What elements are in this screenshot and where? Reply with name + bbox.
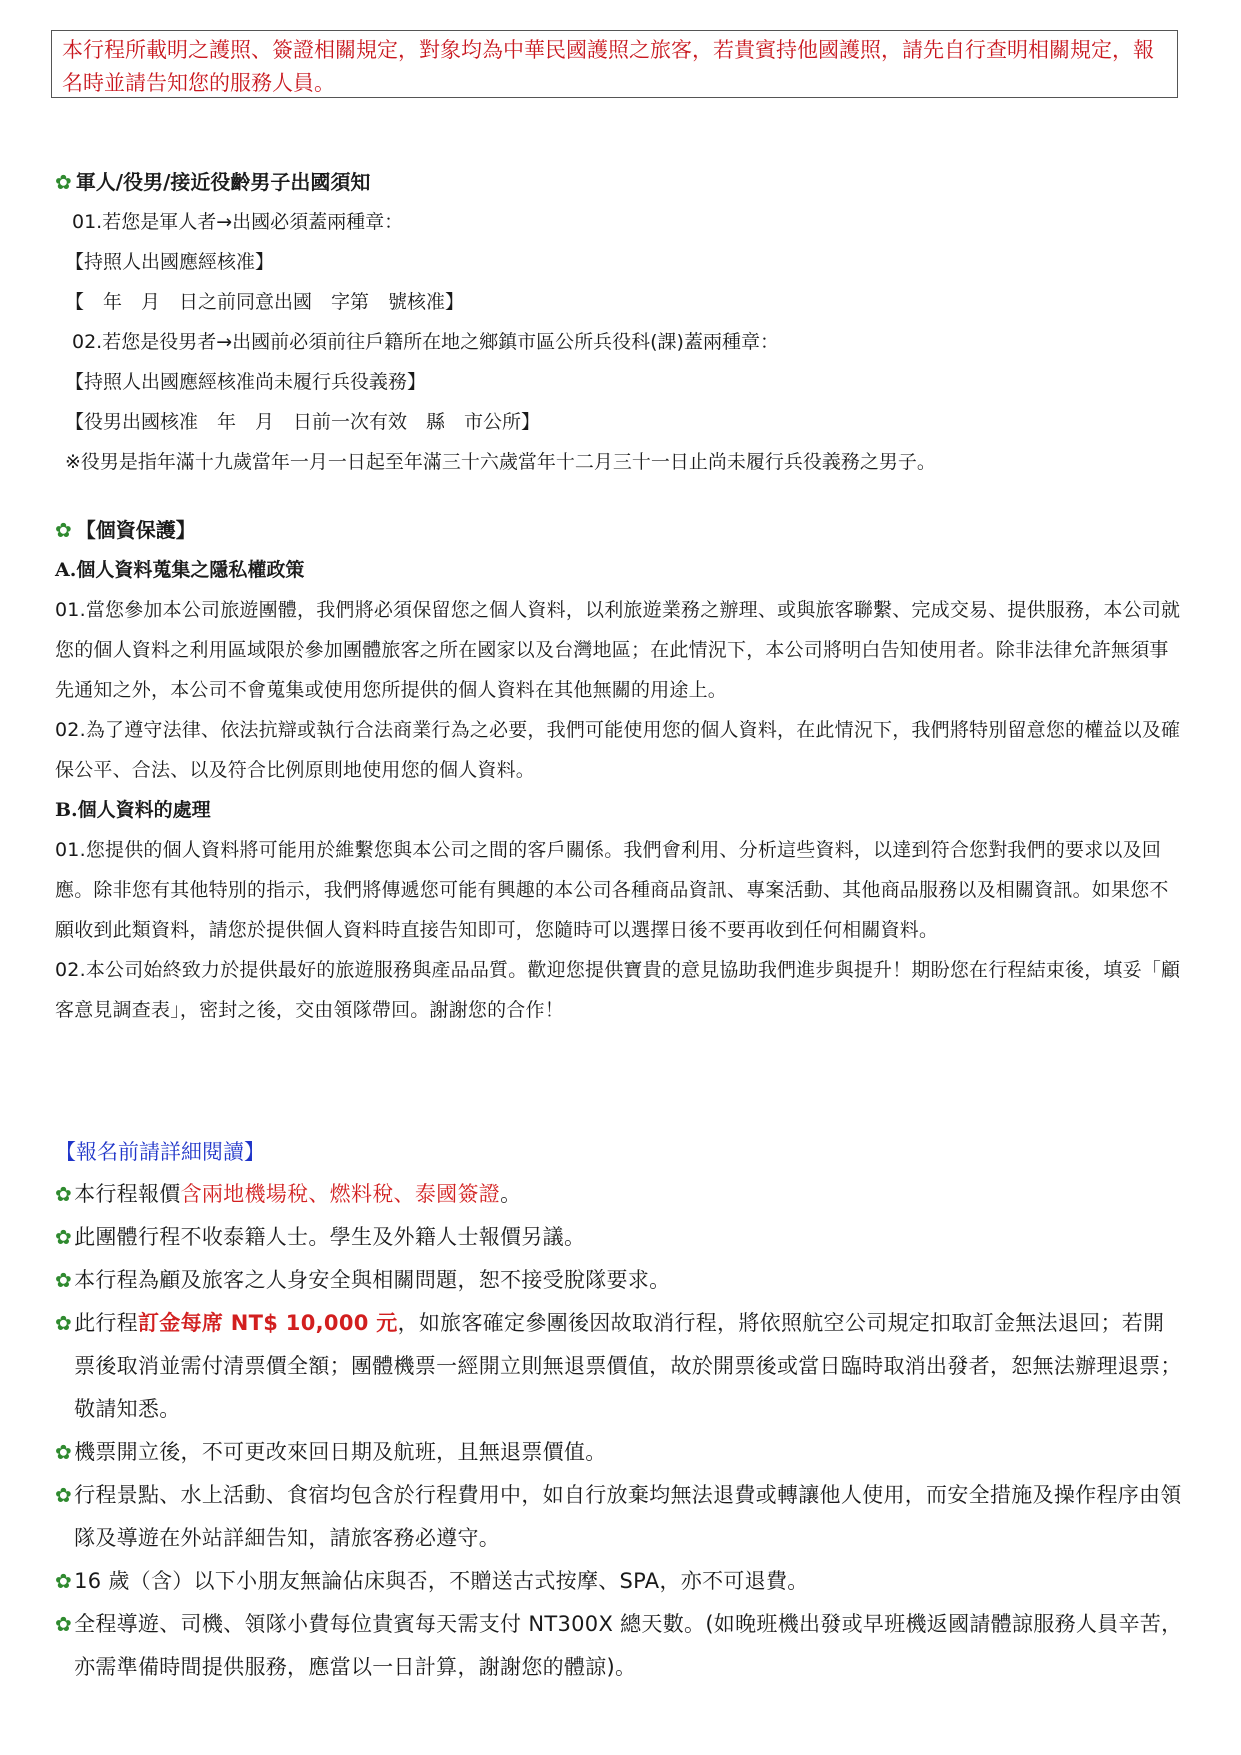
flower-bullet-icon: ✿ bbox=[55, 1311, 73, 1335]
military-line: ※役男是指年滿十九歲當年一月一日起至年滿三十六歲當年十二月三十一日止尚未履行兵役義務之男子。 bbox=[65, 451, 936, 473]
reading-heading: 【報名前請詳細閱讀】 bbox=[55, 1140, 265, 1164]
military-line: 02.若您是役男者→出國前必須前往戶籍所在地之鄉鎮市區公所兵役科(課)蓋兩種章： bbox=[72, 331, 779, 353]
flower-bullet-icon: ✿ bbox=[55, 1225, 73, 1249]
list-item bbox=[55, 1259, 1185, 1302]
flower-bullet-icon: ✿ bbox=[55, 1440, 73, 1464]
military-line: 【持照人出國應經核准】 bbox=[65, 251, 275, 273]
list-item bbox=[55, 1302, 1185, 1431]
privacy-subheading-a: A.個人資料蒐集之隱私權政策 bbox=[55, 559, 305, 581]
flower-bullet-icon: ✿ bbox=[55, 518, 72, 542]
military-line: 01.若您是軍人者→出國必須蓋兩種章： bbox=[72, 211, 404, 233]
privacy-heading bbox=[55, 510, 1185, 550]
flower-bullet-icon: ✿ bbox=[55, 170, 72, 194]
item-text: 行程景點、水上活動、食宿均包含於行程費用中，如自行放棄均無法退費或轉讓他人使用，而安全措施及操作程序由領隊及導遊在外站詳細告知，請旅客務必遵守。 bbox=[74, 1483, 1182, 1550]
passport-notice-box bbox=[51, 30, 1178, 98]
item-text: 本行程為顧及旅客之人身安全與相關問題，恕不接受脫隊要求。 bbox=[74, 1268, 671, 1292]
list-item bbox=[55, 1431, 1185, 1474]
list-item bbox=[55, 1560, 1185, 1603]
military-line: 【役男出國核准 年 月 日前一次有效 縣 市公所】 bbox=[65, 411, 541, 433]
privacy-subheading-b: B.個人資料的處理 bbox=[55, 799, 211, 821]
item-text: 16 歲（含）以下小朋友無論佔床與否，不贈送古式按摩、SPA，亦不可退費。 bbox=[74, 1569, 809, 1593]
flower-bullet-icon: ✿ bbox=[55, 1483, 73, 1507]
flower-bullet-icon: ✿ bbox=[55, 1182, 73, 1206]
item-text: 機票開立後，不可更改來回日期及航班，且無退票價值。 bbox=[74, 1440, 607, 1464]
reading-section bbox=[55, 1131, 1185, 1689]
passport-notice-text: 本行程所載明之護照、簽證相關規定，對象均為中華民國護照之旅客，若貴賓持他國護照，請先自行查明相關規定，報名時並請告知您的服務人員。 bbox=[62, 38, 1154, 95]
privacy-section bbox=[55, 510, 1185, 1030]
military-title: 軍人/役男/接近役齡男子出國須知 bbox=[75, 170, 371, 194]
item-text: 此行程 bbox=[74, 1311, 138, 1335]
item-highlight: 含兩地機場稅、燃料稅、泰國簽證 bbox=[180, 1182, 501, 1206]
military-line: 【持照人出國應經核准尚未履行兵役義務】 bbox=[65, 371, 427, 393]
list-item bbox=[55, 1603, 1185, 1689]
list-item bbox=[55, 1216, 1185, 1259]
flower-bullet-icon: ✿ bbox=[55, 1268, 73, 1292]
list-item bbox=[55, 1173, 1185, 1216]
deposit-highlight: 訂金每席 NT$ 10,000 元 bbox=[137, 1311, 398, 1335]
privacy-paragraph: 02.為了遵守法律、依法抗辯或執行合法商業行為之必要，我們可能使用您的個人資料，在此情況下，我們將特別留意您的權益以及確保公平、合法、以及符合比例原則地使用您的個人資料。 bbox=[55, 719, 1181, 781]
item-text: 此團體行程不收泰籍人士。學生及外籍人士報價另議。 bbox=[74, 1225, 586, 1249]
item-text: 。 bbox=[500, 1182, 522, 1206]
flower-bullet-icon: ✿ bbox=[55, 1569, 73, 1593]
item-text: ，如旅客確定參團後因故取消行程，將依照航空公司規定扣取訂金無法退回；若開票後取消並需付清票價全額；團體機票一經開立則無退票價值，故於開票後或當日臨時取消出發者，恕無法辦理退票；敬請知悉。 bbox=[74, 1311, 1182, 1421]
privacy-paragraph: 01.當您參加本公司旅遊團體，我們將必須保留您之個人資料，以利旅遊業務之辦理、或與旅客聯繫、完成交易、提供服務，本公司就您的個人資料之利用區域限於參加團體旅客之所在國家以及台灣地區；在此情況下，本公司將明白告知使用者。除非法律允許無須事先通知之外，本公司不會蒐集或使用您所提供的個人資料在其他無關的用途上。 bbox=[55, 599, 1181, 701]
privacy-title: 【個資保護】 bbox=[75, 518, 196, 542]
privacy-paragraph: 01.您提供的個人資料將可能用於維繫您與本公司之間的客戶關係。我們會利用、分析這些資料，以達到符合您對我們的要求以及回應。除非您有其他特別的指示，我們將傳遞您可能有興趣的本公司各種商品資訊、專案活動、其他商品服務以及相關資訊。如果您不願收到此類資料，請您於提供個人資料時直接告知即可，您隨時可以選擇日後不要再收到任何相關資料。 bbox=[55, 839, 1169, 941]
military-line: 【 年 月 日之前同意出國 字第 號核准】 bbox=[65, 291, 465, 313]
item-text: 全程導遊、司機、領隊小費每位貴賓每天需支付 NT300X 總天數。(如晚班機出發或早班機返國請體諒服務人員辛苦，亦需準備時間提供服務，應當以一日計算，謝謝您的體諒)。 bbox=[74, 1612, 1183, 1679]
list-item bbox=[55, 1474, 1185, 1560]
flower-bullet-icon: ✿ bbox=[55, 1612, 73, 1636]
item-text: 本行程報價 bbox=[74, 1182, 181, 1206]
military-section bbox=[55, 162, 1185, 482]
privacy-paragraph: 02.本公司始終致力於提供最好的旅遊服務與產品品質。歡迎您提供寶貴的意見協助我們進步與提升！期盼您在行程結束後，填妥「顧客意見調查表」，密封之後，交由領隊帶回。謝謝您的合作！ bbox=[55, 959, 1181, 1021]
military-heading bbox=[55, 162, 1185, 202]
